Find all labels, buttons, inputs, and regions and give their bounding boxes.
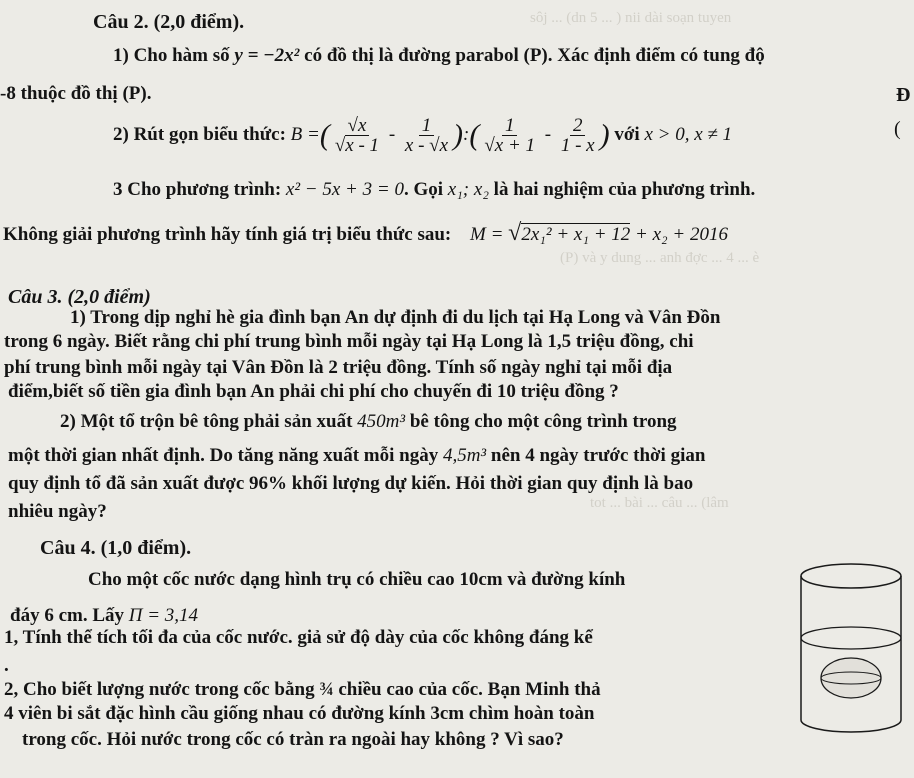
iron-ball-sphere [821,658,881,698]
glass-bottom-ellipse [801,720,901,732]
water-surface-ellipse [801,627,901,649]
cau4-line6: 4 viên bi sắt đặc hình cầu giống nhau có đường kính 3cm chìm hoàn toàn [4,703,595,724]
cau2-q2-line: 2) Rút gọn biểu thức: B =( $\frac{√x}{√x - 1}$ - $\frac{1}{x - √x}$ ):( $\frac{1}{√x + 1}$ - $\frac{2}{1 - x}$ ) với x > 0, x ≠ 1 [113,115,733,157]
cau4-line3: 1, Tính thể tích tối đa của cốc nước. giả sử độ dày của cốc không đáng kể [4,627,593,648]
cau4-heading: Câu 4. (1,0 điểm). [40,537,192,559]
cau2-heading: Câu 2. (2,0 điểm). [93,11,245,33]
cau3-p1-line2: trong 6 ngày. Biết rằng chi phí trung bình mỗi ngày tại Hạ Long là 1,5 triệu đồng, chi [4,331,694,352]
glass-top-ellipse [801,564,901,588]
cau3-p2-line3: quy định tổ đã sản xuất được 96% khối lượng dự kiến. Hỏi thời gian quy định là bao [8,473,694,494]
edge-letter-d: Đ [896,84,911,106]
cylinder-glass-figure [795,560,907,740]
cau2-q2-condition: x > 0, x ≠ 1 [644,124,733,145]
cau3-p2-rate: 4,5m³ [442,445,487,466]
cau3-p1-line4: điểm,biết số tiền gia đình bạn An phải chi phí cho chuyến đi 10 triệu đồng ? [8,381,619,402]
cau2-q3-line2: Không giải phương trình hãy tính giá trị biểu thức sau: M = √2x₁² + x₁ + 12 + x₂ + 2016 [3,220,728,246]
cau2-q2-expression: B =( $\frac{√x}{√x - 1}$ - $\frac{1}{x - √x}$ ):( $\frac{1}{√x + 1}$ - $\frac{2}{1 - x}$ ) [290,115,610,157]
cau4-line7: trong cốc. Hỏi nước trong cốc có tràn ra ngoài hay không ? Vì sao? [22,729,564,750]
cau4-line1: Cho một cốc nước dạng hình trụ có chiều cao 10cm và đường kính [88,569,626,590]
cau4-line5: 2, Cho biết lượng nước trong cốc bằng ¾ chiều cao của cốc. Bạn Minh thả [4,679,601,700]
cau2-q1-line1: 1) Cho hàm số y = −2x² có đồ thị là đường parabol (P). Xác định điểm có tung độ [113,45,765,66]
cau3-p1-line1: 1) Trong dịp nghỉ hè gia đình bạn An dự định đi du lịch tại Hạ Long và Vân Đồn [70,307,721,328]
cau2-q3-m-expression: M = √2x₁² + x₁ + 12 + x₂ + 2016 [470,220,728,246]
cau3-p2-line2: một thời gian nhất định. Do tăng năng xuất mỗi ngày 4,5m³ nên 4 ngày trước thời gian [8,445,706,466]
cau4-line2: đáy 6 cm. Lấy Π = 3,14 [10,605,199,626]
cau2-q3-equation: x² − 5x + 3 = 0 [285,179,404,200]
cau2-q3-roots: x₁; x₂ [447,179,489,200]
cau2-q3-line1: 3 Cho phương trình: x² − 5x + 3 = 0. Gọi x₁; x₂ là hai nghiệm của phương trình. [113,179,756,200]
cau3-p2-volume: 450m³ [357,411,406,432]
cau3-heading: Câu 3. (2,0 điểm) [8,286,151,308]
cau4-pi-value: Π = 3,14 [128,605,199,626]
cau2-q1-function: y = −2x² [234,45,300,66]
cau3-p2-line4: nhiêu ngày? [8,501,107,522]
cau3-p1-line3: phí trung bình mỗi ngày tại Vân Đồn là 2 triệu đồng. Tính số ngày nghỉ tại mỗi địa [4,357,673,378]
cau2-q1-line2: -8 thuộc đồ thị (P). [0,83,152,104]
cau4-line4: . [4,655,9,676]
cau3-p2-line1: 2) Một tổ trộn bê tông phải sản xuất 450m³ bê tông cho một công trình trong [60,411,677,432]
edge-paren: ( [894,118,901,140]
